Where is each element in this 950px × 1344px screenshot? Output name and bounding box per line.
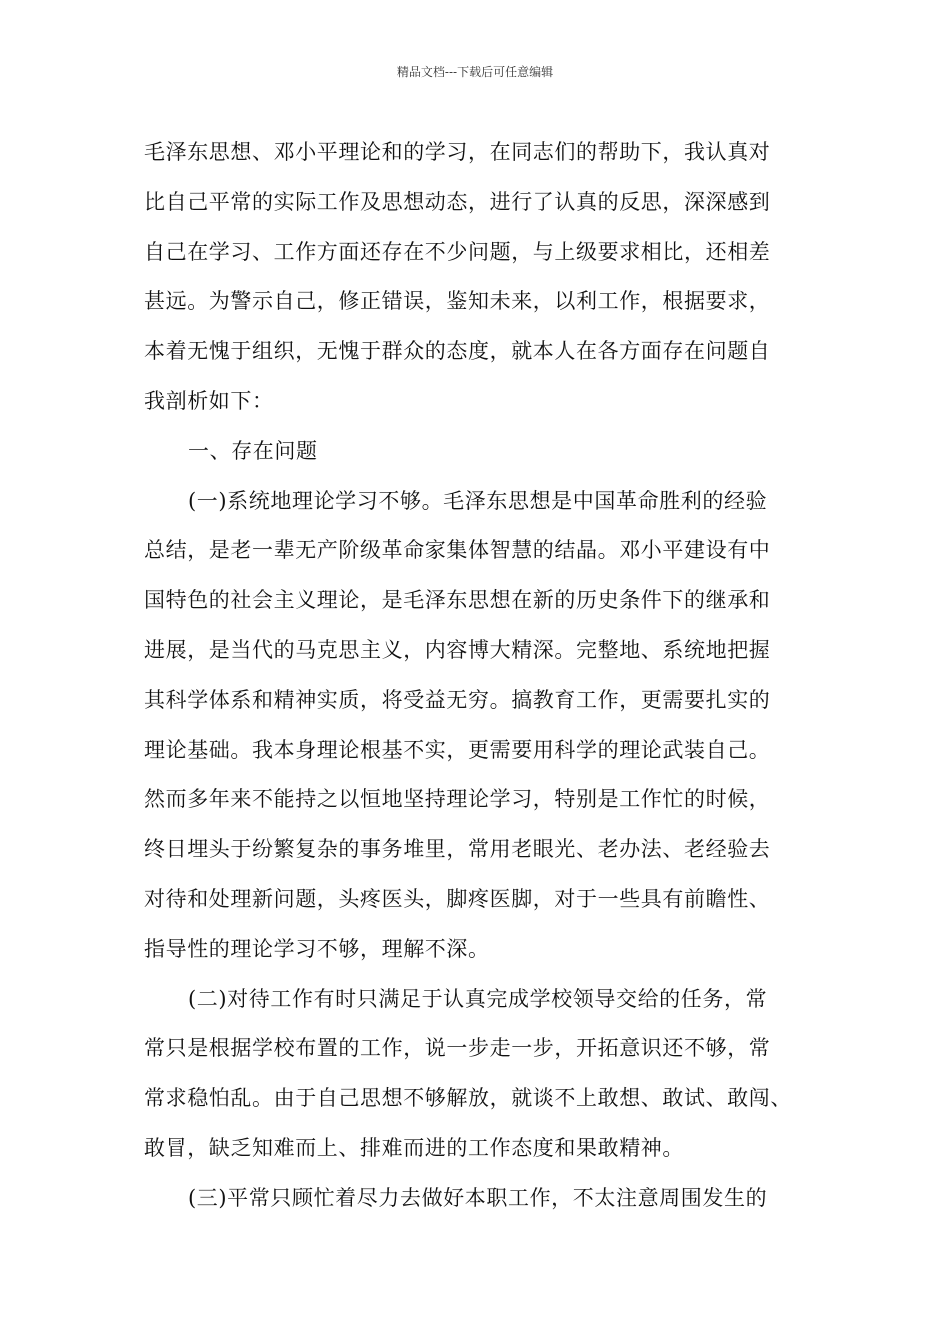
text-line: 国特色的社会主义理论，是毛泽东思想在新的历史条件下的继承和 bbox=[144, 588, 771, 613]
text-line: 总结，是老一辈无产阶级革命家集体智慧的结晶。邓小平建设有中 bbox=[144, 538, 771, 563]
text-line: 其科学体系和精神实质，将受益无穷。搞教育工作，更需要扎实的 bbox=[144, 687, 771, 712]
text-line: 常只是根据学校布置的工作，说一步走一步，开拓意识还不够，常 bbox=[144, 1036, 771, 1061]
text-line: 本着无愧于组织，无愧于群众的态度，就本人在各方面存在问题自 bbox=[144, 339, 771, 364]
text-line: 终日埋头于纷繁复杂的事务堆里，常用老眼光、老办法、老经验去 bbox=[144, 837, 771, 862]
text-line: 指导性的理论学习不够，理解不深。 bbox=[144, 936, 490, 961]
text-line: 毛泽东思想、邓小平理论和的学习，在同志们的帮助下，我认真对 bbox=[144, 140, 771, 164]
text-line: 理论基础。我本身理论根基不实，更需要用科学的理论武装自己。 bbox=[144, 737, 771, 762]
text-line: (一)系统地理论学习不够。毛泽东思想是中国革命胜利的经验 bbox=[188, 488, 768, 513]
text-line: (二)对待工作有时只满足于认真完成学校领导交给的任务，常 bbox=[188, 986, 768, 1011]
text-line: 我剖析如下： bbox=[144, 388, 274, 413]
text-line: 甚远。为警示自己，修正错误，鉴知未来，以利工作，根据要求， bbox=[144, 289, 771, 314]
text-line: 常求稳怕乱。由于自己思想不够解放，就谈不上敢想、敢试、敢闯、 bbox=[144, 1086, 792, 1111]
text-line: 对待和处理新问题，头疼医头，脚疼医脚，对于一些具有前瞻性、 bbox=[144, 886, 771, 911]
text-line: 然而多年来不能持之以恒地坚持理论学习，特别是工作忙的时候， bbox=[144, 787, 771, 812]
text-line: 一、存在问题 bbox=[188, 438, 318, 463]
text-line: 比自己平常的实际工作及思想动态，进行了认真的反思，深深感到 bbox=[144, 189, 771, 214]
page-header: 精品文档---下载后可任意编辑 bbox=[396, 65, 554, 79]
text-line: 敢冒，缺乏知难而上、排难而进的工作态度和果敢精神。 bbox=[144, 1135, 684, 1160]
text-line: 进展，是当代的马克思主义，内容博大精深。完整地、系统地把握 bbox=[144, 637, 771, 662]
document-body bbox=[144, 128, 844, 1224]
text-line: 自己在学习、工作方面还存在不少问题，与上级要求相比，还相差 bbox=[144, 239, 771, 264]
text-line: (三)平常只顾忙着尽力去做好本职工作，不太注意周围发生的 bbox=[188, 1185, 768, 1210]
